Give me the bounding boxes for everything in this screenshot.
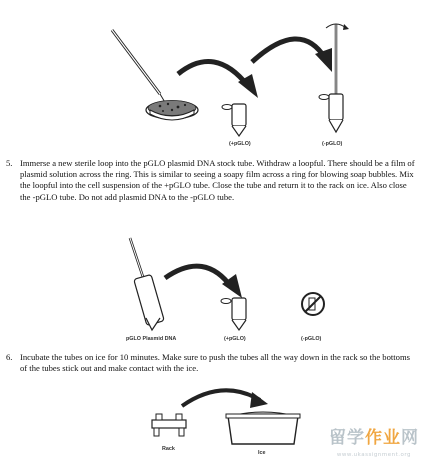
curved-arrow-icon [178,62,258,99]
petri-dish-icon [146,101,198,121]
no-plasmid-symbol-icon [302,293,324,315]
figure-label: Rack [162,446,175,452]
step-text: Immerse a new sterile loop into the pGLO plasmid DNA stock tube. Withdraw a loopful. There should be a film of plasmid solution across the ring. This is similar to seeing a soapy film across a ring for blowing soap bubbles. Mix the loopful into the cell suspension of the +pGLO tube. Close the tube and return it to the rack on ice. Also close the -pGLO tube. Do not add plasmid DNA to the -pGLO tube. [20,158,415,202]
loop-in-tube-icon [319,24,349,132]
tube-open-icon [222,104,246,136]
watermark-logo [329,423,419,448]
figure-label: (-pGLO) [301,336,322,342]
figure-plasmid-dna [0,218,433,342]
watermark-suffix: 网 [401,428,419,448]
figure-rack-ice [0,378,433,462]
ice-bucket-icon [226,412,300,444]
watermark-prefix: 留学 [329,428,365,448]
curved-arrow-icon [165,266,242,298]
step-5 [6,158,416,203]
figure-label: (-pGLO) [322,141,343,146]
figure-label: pGLO Plasmid DNA [126,336,177,342]
figure-label: (+pGLO) [229,141,251,146]
step-number: 5. [6,158,13,168]
rack-icon [152,414,186,436]
curved-arrow-icon [182,390,268,408]
figure-streak-loop [0,4,433,146]
step-number: 6. [6,352,13,362]
inoculation-loop-icon [112,30,166,104]
watermark-highlight: 作业 [365,428,401,448]
tube-open-icon [221,298,246,330]
watermark-url: www.ukassignment.org [336,452,411,458]
dna-stock-tube-icon [134,274,165,330]
figure-label: (+pGLO) [224,336,246,342]
figure-label: Ice [258,450,266,456]
step-text: Incubate the tubes on ice for 10 minutes. Make sure to push the tubes all the way down in the rack so the bottoms of the tubes stick out and make contact with the ice. [20,352,410,374]
step-6 [6,352,416,374]
curved-arrow-icon [252,39,332,72]
